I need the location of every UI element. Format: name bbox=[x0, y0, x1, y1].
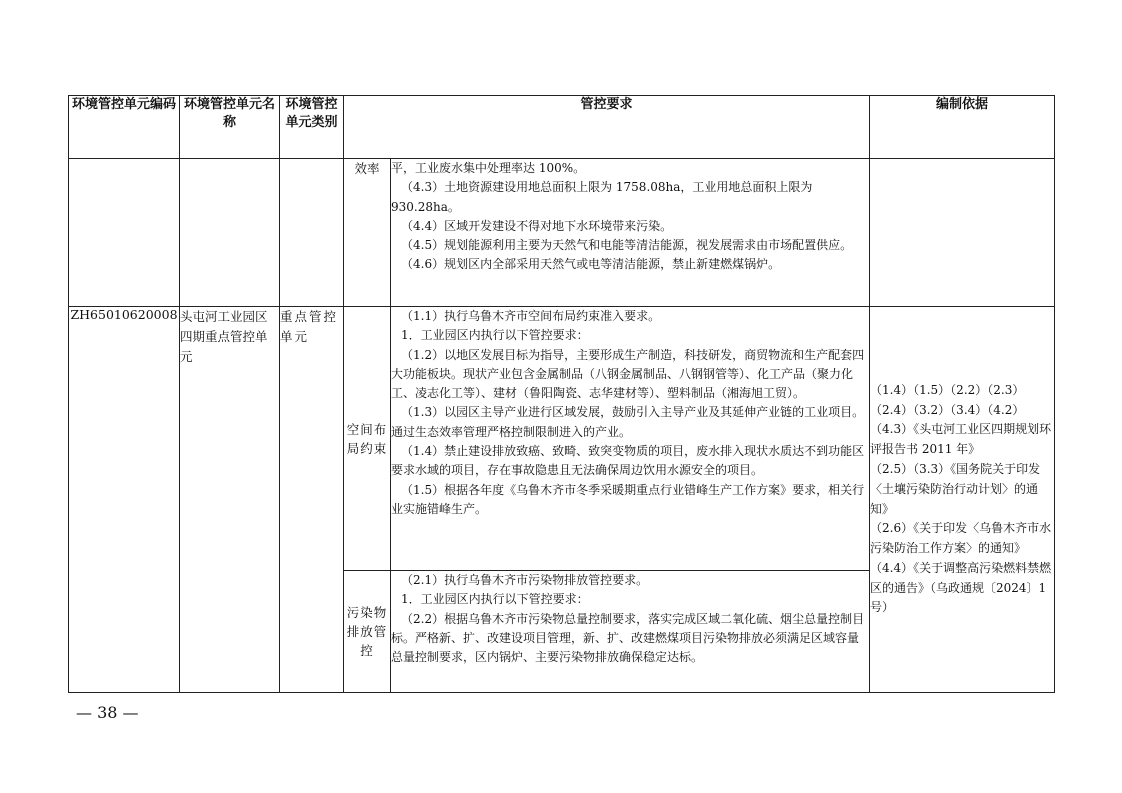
empty-basis-cell bbox=[870, 159, 1055, 307]
requirement-line: （4.3）土地资源建设用地总面积上限为 1758.08ha，工业用地总面积上限为 930.28ha。 bbox=[391, 180, 813, 214]
requirement-line: 1．工业园区内执行以下管控要求： bbox=[401, 592, 589, 607]
basis-line: （4.4）《关于调整高污染燃料禁燃区的通告》（乌政通规〔2024〕1 号） bbox=[870, 560, 1052, 615]
requirement-line: （2.2）根据乌鲁木齐市污染物总量控制要求，落实完成区域二氧化硫、烟尘总量控制目标。严格新、扩、改建设项目管理，新、扩、改建燃煤项目污染物排放必须满足区域容量总量控制要求，区内锅炉、主要污染物排放确保稳定达标。 bbox=[391, 611, 865, 665]
header-requirements: 管控要求 bbox=[344, 96, 870, 159]
requirement-line: 平，工业废水集中处理率达 100%。 bbox=[391, 161, 586, 175]
efficiency-requirements bbox=[391, 159, 870, 307]
requirement-line: （1.3）以园区主导产业进行区域发展，鼓励引入主导产业及其延伸产业链的工业项目。通过生态效率管理严格控制限制进入的产业。 bbox=[391, 405, 865, 439]
spatial-layout-requirements bbox=[391, 307, 870, 571]
requirement-line: （2.1）执行乌鲁木齐市污染物排放管控要求。 bbox=[401, 573, 649, 587]
basis-line: （1.4）（1.5）（2.2）（2.3）（2.4）（3.2）（3.4）（4.2）（4.3）《头屯河工业区四期规划环评报告书 2011 年》 bbox=[870, 382, 1052, 457]
requirement-line: （1.1）执行乌鲁木齐市空间布局约束准入要求。 bbox=[401, 309, 661, 323]
pollution-control-requirements bbox=[391, 571, 870, 693]
unit-category: 重点管控单元 bbox=[280, 307, 344, 693]
requirement-line: （4.6）规划区内全部采用天然气或电等清洁能源，禁止新建燃煤锅炉。 bbox=[401, 257, 781, 272]
empty-name-cell bbox=[180, 159, 280, 307]
efficiency-label: 效率 bbox=[344, 159, 391, 307]
unit-code: ZH65010620008 bbox=[69, 307, 180, 693]
empty-category-cell bbox=[280, 159, 344, 307]
requirement-line: （4.4）区域开发建设不得对地下水环境带来污染。 bbox=[401, 218, 673, 233]
requirement-line: （1.2）以地区发展目标为指导，主要形成生产制造，科技研发，商贸物流和生产配套四大功能板块。现状产业包含金属制品（八钢金属制品、八钢钢管等）、化工产品（聚力化工、凌志化工等）、建材（鲁阳陶瓷、志华建材等）、塑料制品（湘海旭工贸）。 bbox=[391, 347, 865, 401]
header-unit-code: 环境管控单元编码 bbox=[69, 96, 180, 159]
header-row bbox=[69, 96, 1055, 159]
basis-line: （2.5）（3.3）《国务院关于印发〈土壤污染防治行动计划〉的通知》 bbox=[870, 461, 1041, 516]
regulation-table bbox=[68, 95, 1055, 693]
requirement-line: （1.5）根据各年度《乌鲁木齐市冬季采暖期重点行业错峰生产工作方案》要求，相关行业实施错峰生产。 bbox=[391, 482, 865, 516]
continuation-row bbox=[69, 159, 1055, 307]
requirement-line: （4.5）规划能源利用主要为天然气和电能等清洁能源，视发展需求由市场配置供应。 bbox=[401, 238, 853, 253]
header-basis: 编制依据 bbox=[870, 96, 1055, 159]
unit-row-spatial bbox=[69, 307, 1055, 571]
requirement-line: 1．工业园区内执行以下管控要求： bbox=[401, 328, 589, 343]
empty-code-cell bbox=[69, 159, 180, 307]
page-number: — 38 — bbox=[76, 703, 139, 722]
spatial-layout-label: 空间布局约束 bbox=[344, 307, 391, 571]
pollution-control-label: 污染物排放管控 bbox=[344, 571, 391, 693]
unit-name: 头屯河工业园区四期重点管控单元 bbox=[180, 307, 280, 693]
header-unit-category: 环境管控单元类别 bbox=[280, 96, 344, 159]
basis-line: （2.6）《关于印发〈乌鲁木齐市水污染防治工作方案〉的通知》 bbox=[870, 521, 1052, 556]
basis-cell bbox=[870, 307, 1055, 693]
requirement-line: （1.4）禁止建设排放致癌、致畸、致突变物质的项目，废水排入现状水质达不到功能区要求水域的项目，存在事故隐患且无法确保周边饮用水源安全的项目。 bbox=[391, 444, 865, 478]
header-unit-name: 环境管控单元名称 bbox=[180, 96, 280, 159]
